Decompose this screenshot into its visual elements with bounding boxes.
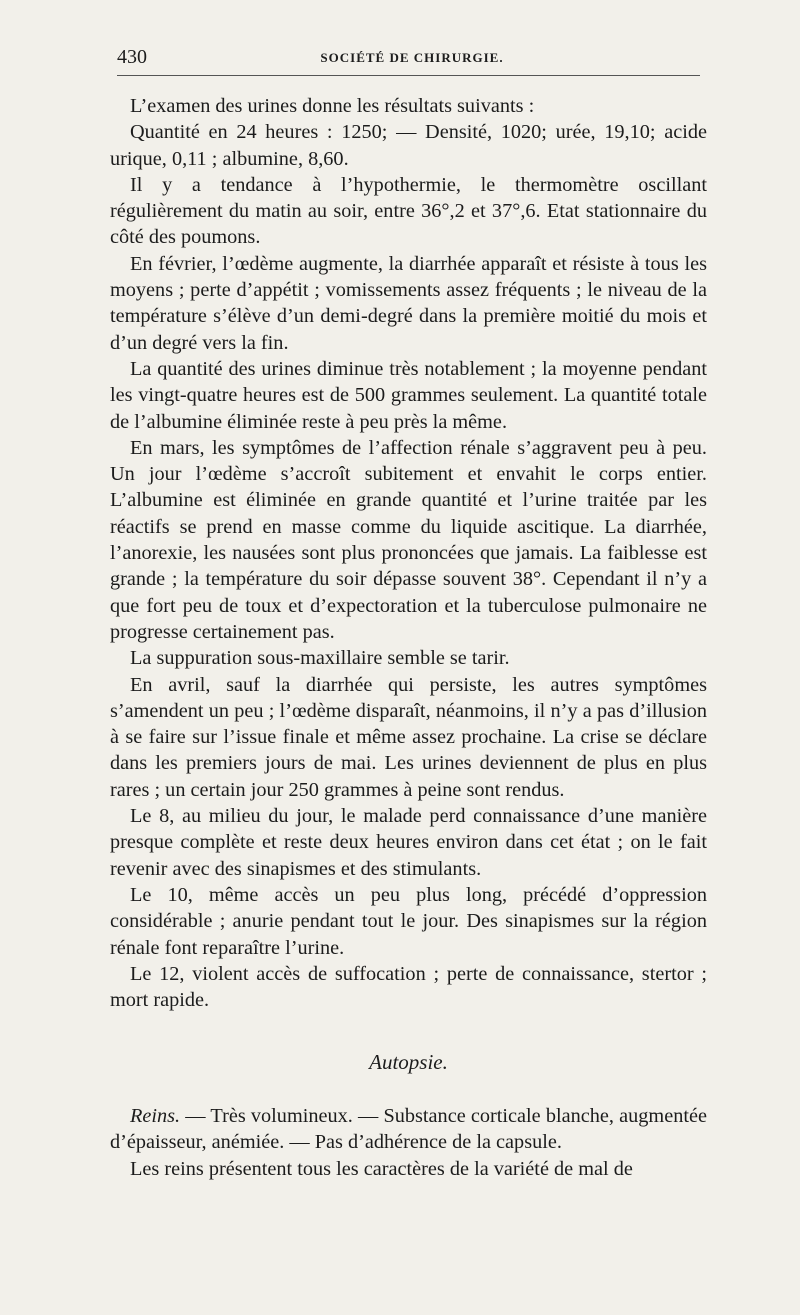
page-number: 430 — [117, 46, 147, 68]
reins-label: Reins. — [130, 1105, 181, 1127]
paragraph: En février, l’œdème augmente, la diarrhée apparaît et résiste à tous les moyens ; perte d’appétit ; vomissements assez fréquents ; le niveau de la température s’élève d’un demi-degré dans la première moitié du mois et d’un degré vers la fin. — [110, 252, 707, 354]
header-rule — [117, 75, 700, 76]
paragraph: En mars, les symptômes de l’affection rénale s’aggravent peu à peu. Un jour l’œdème s’accroît subitement et envahit le corps entier. L’albumine est éliminée en grande quantité et l’urine traitée par les réactifs se prend en masse comme du liquide ascitique. La diarrhée, l’anorexie, les nausées sont plus prononcées que jamais. La faiblesse est grande ; la température du soir dépasse souvent 38°. Cependant il n’y a que fort peu de toux et d’expectoration et la tuberculose pulmonaire ne progresse certainement pas. — [110, 436, 707, 643]
running-head: SOCIÉTÉ DE CHIRURGIE. — [320, 50, 504, 65]
paragraph — [110, 1103, 707, 1156]
paragraph: Le 8, au milieu du jour, le malade perd connaissance d’une manière presque complète et reste deux heures environ dans cet état ; on le fait revenir avec des sinapismes et des stimulants. — [110, 805, 707, 880]
page-header — [117, 46, 707, 72]
paragraph: En avril, sauf la diarrhée qui persiste, les autres symptômes s’amendent un peu ; l’œdème disparaît, néanmoins, il n’y a pas d’illusion à se faire sur l’issue finale et même assez prochaine. La crise se déclare dans les premiers jours de mai. Les urines deviennent de plus en plus rares ; un certain jour 250 grammes à peine sont rendus. — [110, 673, 707, 801]
paragraph: Le 10, même accès un peu plus long, précédé d’oppression considérable ; anurie pendant tout le jour. Des sinapismes sur la région rénale font reparaître l’urine. — [110, 883, 707, 959]
main-text — [110, 93, 707, 1013]
paragraph: Les reins présentent tous les caractères de la variété de mal de — [130, 1157, 633, 1180]
section-heading: Autopsie. — [369, 1050, 448, 1074]
paragraph: La quantité des urines diminue très notablement ; la moyenne pendant les vingt-quatre heures est de 500 grammes seulement. La quantité totale de l’albumine éliminée reste à peu près la même. — [110, 357, 707, 433]
paragraph: L’examen des urines donne les résultats suivants : — [130, 95, 535, 117]
paragraph: La suppuration sous-maxillaire semble se tarir. — [130, 647, 510, 670]
reins-text: — Très volumineux. — Substance corticale blanche, augmentée d’épaisseur, anémiée. — Pas d’adhérence de la capsule. — [110, 1105, 707, 1154]
paragraph: Il y a tendance à l’hypothermie, le thermomètre oscillant régulièrement du matin au soir, entre 36°,2 et 37°,6. Etat stationnaire du côté des poumons. — [110, 173, 707, 249]
paragraph: Quantité en 24 heures : 1250; — Densité, 1020; urée, 19,10; acide urique, 0,11 ; albumine, 8,60. — [110, 121, 707, 170]
paragraph: Le 12, violent accès de suffocation ; perte de connaissance, stertor ; mort rapide. — [110, 962, 707, 1012]
autopsy-text — [110, 1103, 707, 1182]
